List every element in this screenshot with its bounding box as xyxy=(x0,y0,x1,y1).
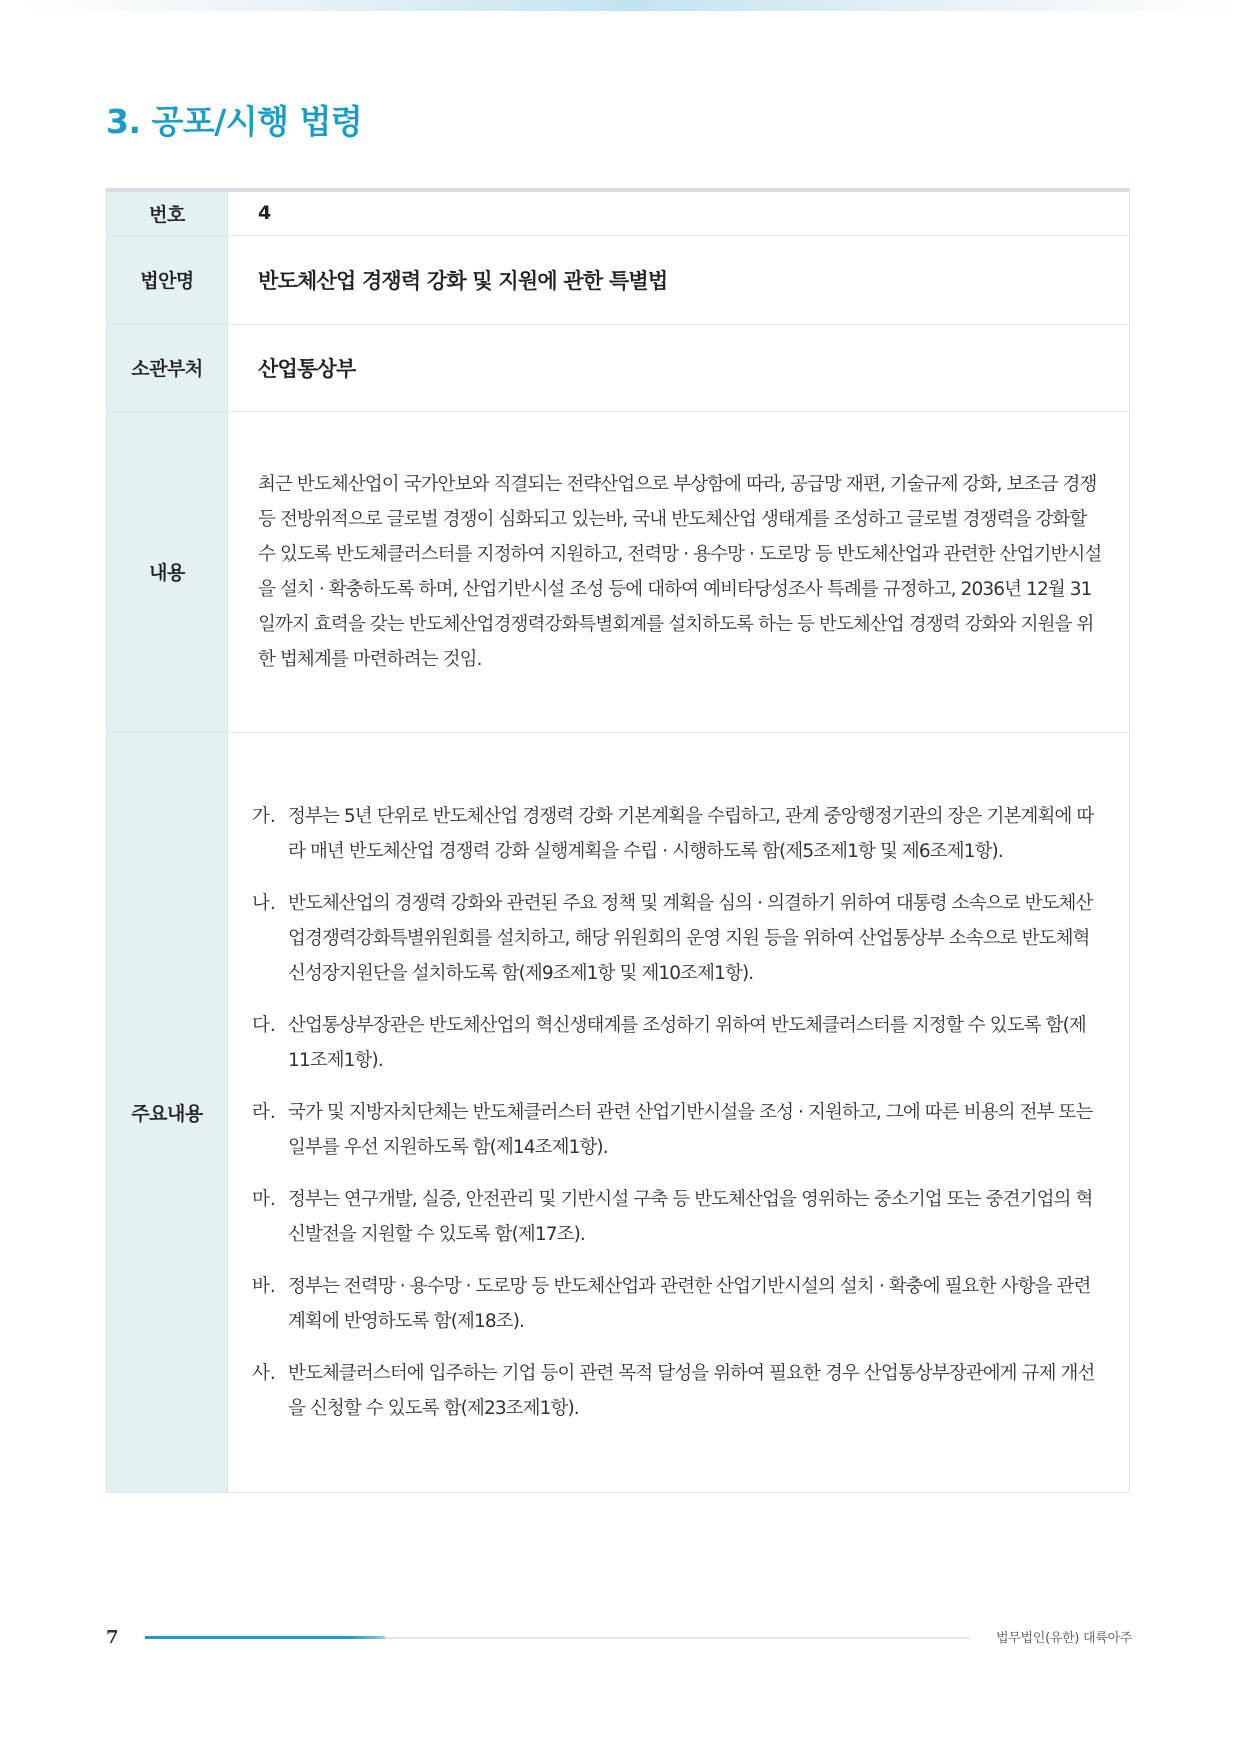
list-item-text: 반도체산업의 경쟁력 강화와 관련된 주요 정책 및 계획을 심의 · 의결하기 위하여 대통령 소속으로 반도체산업경쟁력강화특별위원회를 설치하고, 해당 위원회의 운영 지원 등을 위하여 산업통상부 소속으로 반도체혁신성장지원단을 설치하도록 함(제9조제1항 및 제10조제1항). xyxy=(288,892,1093,984)
law-name-value: 반도체산업 경쟁력 강화 및 지원에 관한 특별법 xyxy=(228,235,1130,324)
law-info-table xyxy=(106,188,1130,1493)
list-item xyxy=(252,799,1103,869)
row-main-content xyxy=(107,732,1130,1492)
department-value: 산업통상부 xyxy=(228,324,1130,411)
content-cell xyxy=(228,411,1130,732)
footer-divider-accent xyxy=(145,1636,385,1639)
law-name-label: 법안명 xyxy=(107,235,228,324)
row-department xyxy=(107,324,1130,411)
list-item-text: 정부는 전력망 · 용수망 · 도로망 등 반도체산업과 관련한 산업기반시설의 설치 · 확충에 필요한 사항을 관련 계획에 반영하도록 함(제18조). xyxy=(288,1275,1091,1332)
main-content-cell xyxy=(228,732,1130,1492)
list-item xyxy=(252,1182,1103,1252)
row-number xyxy=(107,190,1130,235)
list-item-text: 정부는 5년 단위로 반도체산업 경쟁력 강화 기본계획을 수립하고, 관계 중앙행정기관의 장은 기본계획에 따라 매년 반도체산업 경쟁력 강화 실행계획을 수립 · 시행하도록 함(제5조제1항 및 제6조제1항). xyxy=(288,805,1094,862)
list-item-marker: 라. xyxy=(252,1101,276,1123)
list-item-marker: 바. xyxy=(252,1275,276,1297)
list-item-marker: 나. xyxy=(252,892,276,914)
main-content-label: 주요내용 xyxy=(107,732,228,1492)
list-item-marker: 다. xyxy=(252,1014,276,1036)
firm-name: 법무법인(유한) 대륙아주 xyxy=(996,1631,1132,1646)
list-item-marker: 가. xyxy=(252,805,276,827)
number-value: 4 xyxy=(228,190,1130,235)
number-label: 번호 xyxy=(107,190,228,235)
content-text: 최근 반도체산업이 국가안보와 직결되는 전략산업으로 부상함에 따라, 공급망 재편, 기술규제 강화, 보조금 경쟁 등 전방위적으로 글로벌 경쟁이 심화되고 있는바, 국내 반도체산업 생태계를 조성하고 글로벌 경쟁력을 강화할 수 있도록 반도체클러스터를 지정하여 지원하고, 전력망 · 용수망 · 도로망 등 반도체산업과 관련한 산업기반시설을 설치 · 확충하도록 하며, 산업기반시설 조성 등에 대하여 예비타당성조사 특례를 규정하고, 2036년 12월 31일까지 효력을 갖는 반도체산업경쟁력강화특별회계를 설치하도록 하는 등 반도체산업 경쟁력 강화와 지원을 위한 법체계를 마련하려는 것임. xyxy=(258,473,1102,670)
list-item-text: 정부는 연구개발, 실증, 안전관리 및 기반시설 구축 등 반도체산업을 영위하는 중소기업 또는 중견기업의 혁신발전을 지원할 수 있도록 함(제17조). xyxy=(288,1188,1093,1245)
top-gradient-bar xyxy=(20,0,1241,11)
content-label: 내용 xyxy=(107,411,228,732)
main-content-list xyxy=(252,799,1103,1426)
page-number: 7 xyxy=(106,1627,119,1648)
list-item xyxy=(252,1356,1103,1426)
list-item-marker: 사. xyxy=(252,1362,276,1384)
list-item xyxy=(252,1095,1103,1165)
list-item-text: 반도체클러스터에 입주하는 기업 등이 관련 목적 달성을 위하여 필요한 경우 산업통상부장관에게 규제 개선을 신청할 수 있도록 함(제23조제1항). xyxy=(288,1362,1095,1419)
section-title: 3. 공포/시행 법령 xyxy=(106,102,363,141)
list-item xyxy=(252,1008,1103,1078)
list-item-text: 국가 및 지방자치단체는 반도체클러스터 관련 산업기반시설을 조성 · 지원하고, 그에 따른 비용의 전부 또는 일부를 우선 지원하도록 함(제14조제1항). xyxy=(288,1101,1093,1158)
row-content xyxy=(107,411,1130,732)
list-item-marker: 마. xyxy=(252,1188,276,1210)
list-item-text: 산업통상부장관은 반도체산업의 혁신생태계를 조성하기 위하여 반도체클러스터를 지정할 수 있도록 함(제11조제1항). xyxy=(288,1014,1086,1071)
row-law-name xyxy=(107,235,1130,324)
list-item xyxy=(252,1269,1103,1339)
department-label: 소관부처 xyxy=(107,324,228,411)
list-item xyxy=(252,886,1103,991)
